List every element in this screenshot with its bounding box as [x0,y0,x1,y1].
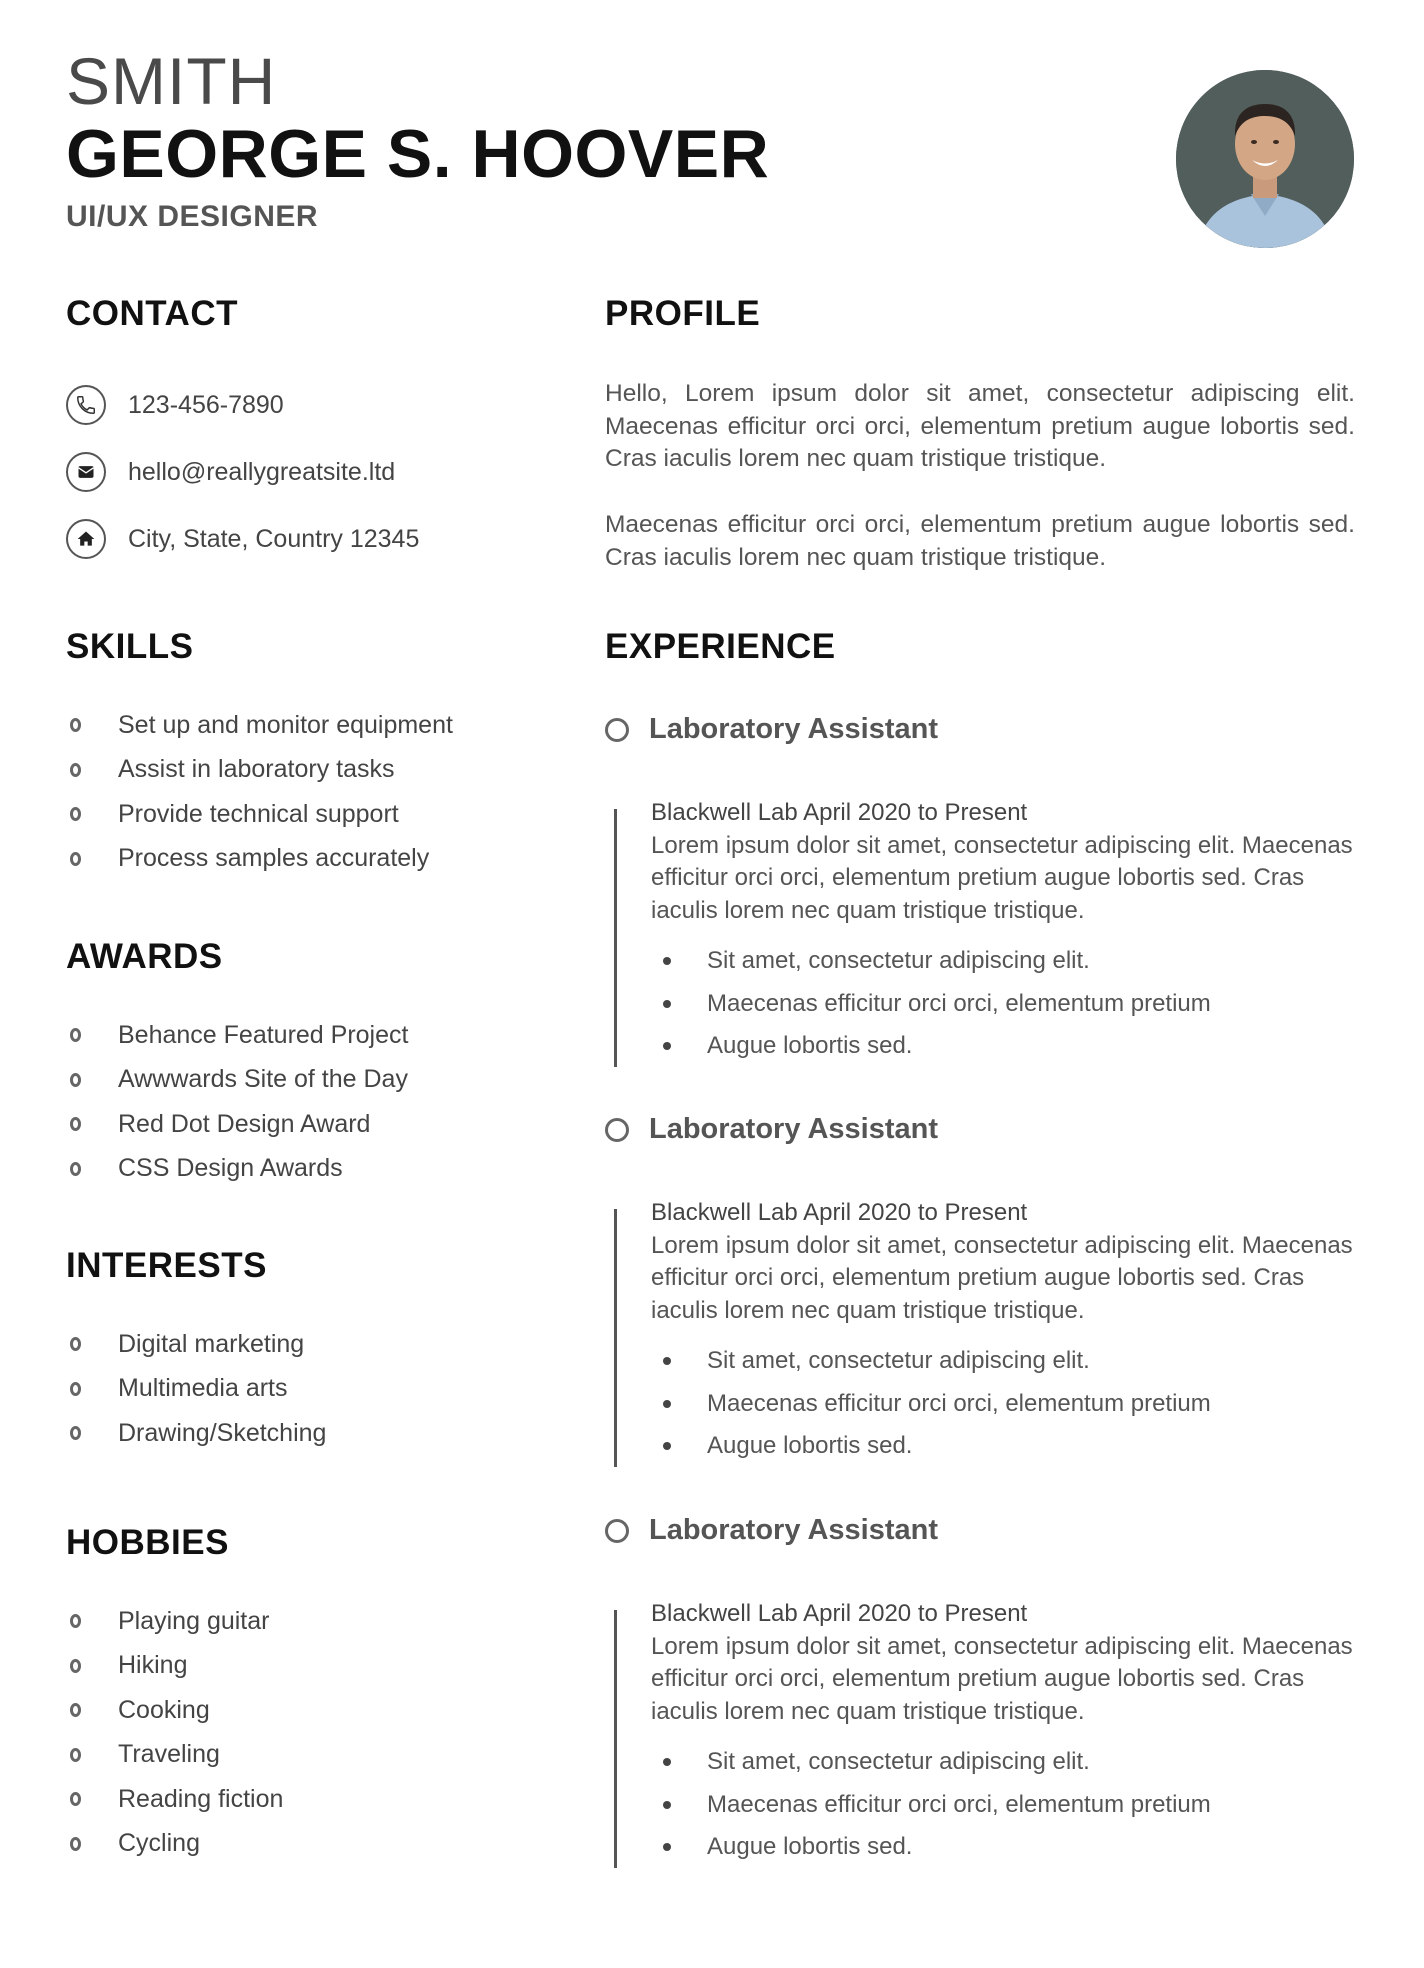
list-item: Drawing/Sketching [66,1411,326,1456]
bullet-icon [70,1748,81,1762]
address: City, State, Country 12345 [128,524,420,553]
timeline-ring-icon [605,718,629,742]
list-item: Multimedia arts [66,1367,326,1412]
list-item: Process samples accurately [66,837,453,882]
interests-heading: INTERESTS [66,1246,267,1285]
list-item: Digital marketing [66,1322,326,1367]
skills-heading: SKILLS [66,627,194,666]
job-description: Lorem ipsum dolor sit amet, consectetur adipiscing elit. Maecenas efficitur orci orci, elementum pretium augue lobortis sed. Cras iaculis lorem nec quam tristique tristique. [651,1231,1353,1325]
bullet-icon [70,1337,81,1351]
list-item: Cooking [66,1688,283,1733]
timeline-ring-icon [605,1519,629,1543]
timeline-ring-icon [605,1118,629,1142]
bullet-icon [70,1382,81,1396]
dot-icon [663,1000,671,1008]
job-title-row [605,713,938,746]
list-item: Sit amet, consectetur adipiscing elit. [651,1340,1371,1383]
bullet-icon [70,1162,81,1176]
awards-list [66,1013,408,1191]
bullet-icon [70,1614,81,1628]
job-company-dates: Blackwell Lab April 2020 to Present [651,799,1028,826]
list-item: Awwwards Site of the Day [66,1058,408,1103]
envelope-icon [66,452,106,492]
list-item: Sit amet, consectetur adipiscing elit. [651,940,1371,983]
job-description: Lorem ipsum dolor sit amet, consectetur adipiscing elit. Maecenas efficitur orci orci, elementum pretium augue lobortis sed. Cras iaculis lorem nec quam tristique tristique. [651,831,1353,925]
hobbies-list [66,1599,283,1866]
list-item: Maecenas efficitur orci orci, elementum pretium [651,982,1371,1025]
bullet-icon [70,1837,81,1851]
job-entry [651,1598,1371,1868]
skills-list [66,703,453,881]
bullet-icon [70,1117,81,1131]
list-item: Sit amet, consectetur adipiscing elit. [651,1741,1371,1784]
timeline-line [614,1610,617,1868]
bullet-icon [70,1792,81,1806]
dot-icon [663,1843,671,1851]
list-item: Augue lobortis sed. [651,1025,1371,1068]
dot-icon [663,1801,671,1809]
phone-icon [66,385,106,425]
dot-icon [663,1400,671,1408]
dot-icon [663,1758,671,1766]
contact-phone [66,385,284,425]
contact-heading: CONTACT [66,294,238,333]
job-title-row [605,1514,938,1547]
contact-email [66,452,395,492]
list-item: Assist in laboratory tasks [66,748,453,793]
timeline-line [614,1209,617,1467]
list-item: Cycling [66,1822,283,1867]
bullet-icon [70,1703,81,1717]
list-item: Provide technical support [66,792,453,837]
bullet-icon [70,763,81,777]
bullet-icon [70,1426,81,1440]
list-item: Hiking [66,1644,283,1689]
contact-address [66,519,419,559]
bullet-icon [70,807,81,821]
job-bullets [651,940,1371,1068]
list-item: Maecenas efficitur orci orci, elementum pretium [651,1382,1371,1425]
job-title: Laboratory Assistant [649,713,938,745]
profile-heading: PROFILE [605,294,761,333]
list-item: Set up and monitor equipment [66,703,453,748]
profile-paragraph-2: Maecenas efficitur orci orci, elementum pretium augue lobortis sed. Cras iaculis lorem nec quam tristique tristique. [605,511,1355,571]
surname-heading: SMITH [66,44,277,118]
dot-icon [663,1042,671,1050]
list-item: Augue lobortis sed. [651,1425,1371,1468]
experience-heading: EXPERIENCE [605,627,836,666]
timeline-line [614,809,617,1067]
list-item: Augue lobortis sed. [651,1826,1371,1869]
job-bullets [651,1340,1371,1468]
hobbies-heading: HOBBIES [66,1523,229,1562]
job-company-dates: Blackwell Lab April 2020 to Present [651,1600,1028,1627]
job-title: Laboratory Assistant [649,1514,938,1546]
awards-heading: AWARDS [66,937,223,976]
list-item: Maecenas efficitur orci orci, elementum pretium [651,1783,1371,1826]
job-bullets [651,1741,1371,1869]
job-company-dates: Blackwell Lab April 2020 to Present [651,1199,1028,1226]
bullet-icon [70,718,81,732]
job-entry [651,1197,1371,1467]
bullet-icon [70,852,81,866]
job-role: UI/UX DESIGNER [66,200,319,233]
dot-icon [663,957,671,965]
job-title-row [605,1113,938,1146]
list-item: Playing guitar [66,1599,283,1644]
dot-icon [663,1442,671,1450]
list-item: Red Dot Design Award [66,1102,408,1147]
job-description: Lorem ipsum dolor sit amet, consectetur adipiscing elit. Maecenas efficitur orci orci, elementum pretium augue lobortis sed. Cras iaculis lorem nec quam tristique tristique. [651,1632,1353,1726]
job-title: Laboratory Assistant [649,1113,938,1145]
list-item: Behance Featured Project [66,1013,408,1058]
bullet-icon [70,1073,81,1087]
dot-icon [663,1357,671,1365]
phone-number: 123-456-7890 [128,390,284,419]
interests-list [66,1322,326,1456]
list-item: Traveling [66,1733,283,1778]
email-address: hello@reallygreatsite.ltd [128,457,396,486]
list-item: CSS Design Awards [66,1147,408,1192]
list-item: Reading fiction [66,1777,283,1822]
avatar [1176,70,1354,248]
bullet-icon [70,1659,81,1673]
home-icon [66,519,106,559]
profile-paragraph-1: Hello, Lorem ipsum dolor sit amet, consectetur adipiscing elit. Maecenas efficitur orci orci, elementum pretium augue lobortis sed. Cras iaculis lorem nec quam tristique tristique. [605,380,1355,473]
full-name: GEORGE S. HOOVER [66,116,770,192]
job-entry [651,797,1371,1067]
bullet-icon [70,1028,81,1042]
